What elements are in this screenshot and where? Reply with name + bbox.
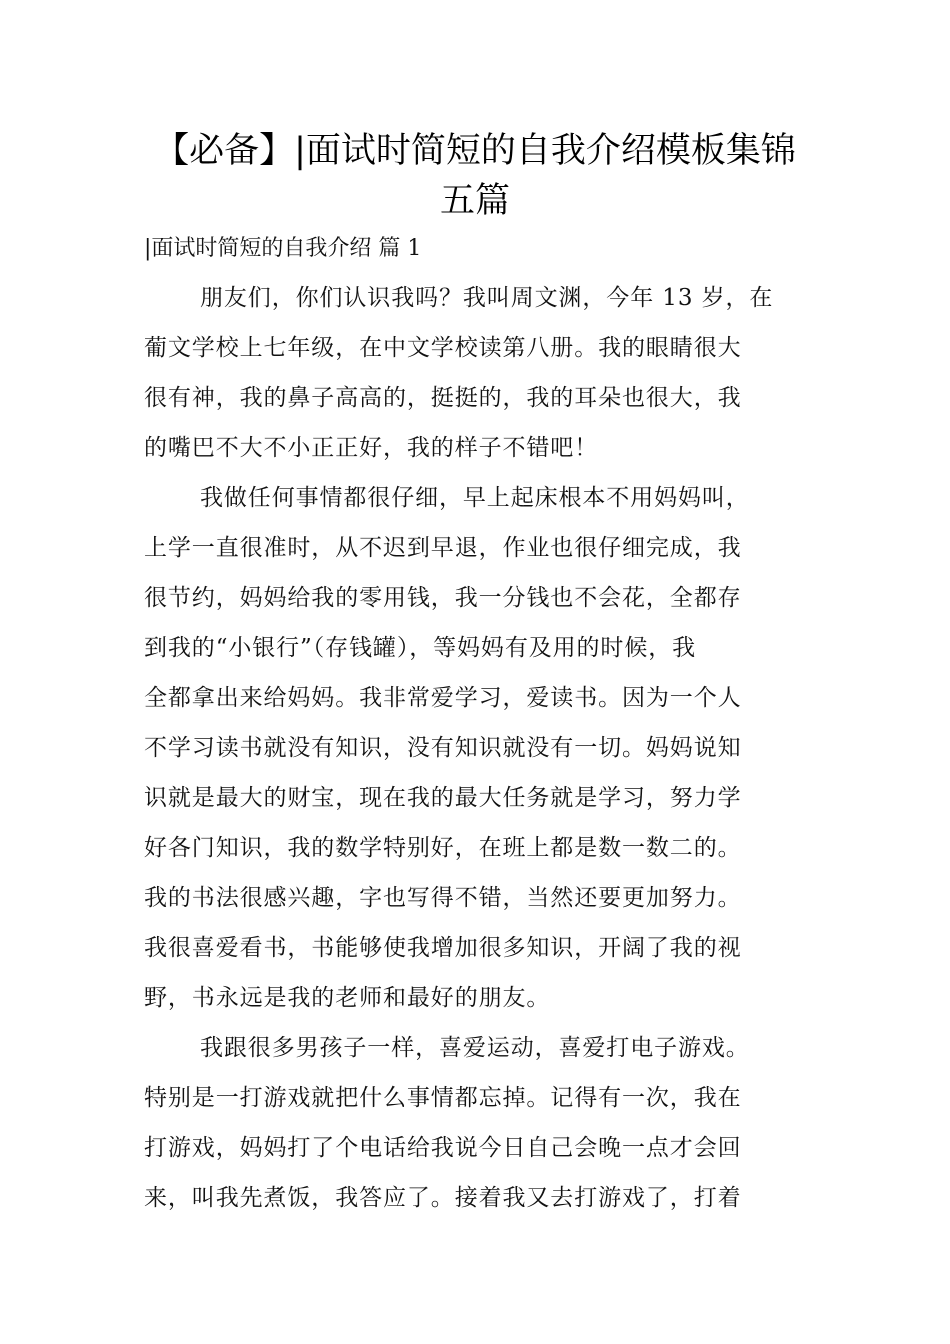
paragraph-line: 葡文学校上七年级，在中文学校读第八册。我的眼睛很大 <box>144 335 742 361</box>
paragraph-line: 上学一直很准时，从不迟到早退，作业也很仔细完成，我 <box>144 535 742 561</box>
document-title-line-2: 五篇 <box>439 181 510 221</box>
document-title-line-1: 【必备】|面试时简短的自我介绍模板集锦 <box>154 131 796 171</box>
paragraph-line: 不学习读书就没有知识，没有知识就没有一切。妈妈说知 <box>144 735 742 761</box>
paragraph-line: 我很喜爱看书，书能够使我增加很多知识，开阔了我的视 <box>144 935 742 961</box>
paragraph-line: 野，书永远是我的老师和最好的朋友。 <box>144 985 551 1011</box>
paragraph-line: 打游戏，妈妈打了个电话给我说今日自己会晚一点才会回 <box>144 1135 742 1161</box>
paragraph-line: 的嘴巴不大不小正正好，我的样子不错吧！ <box>144 435 599 461</box>
paragraph-line: 全都拿出来给妈妈。我非常爱学习，爱读书。因为一个人 <box>144 685 742 711</box>
paragraph-line: 很有神，我的鼻子高高的，挺挺的，我的耳朵也很大，我 <box>144 385 742 411</box>
paragraph-line: 好各门知识，我的数学特别好，在班上都是数一数二的。 <box>144 835 742 861</box>
paragraph-line: 我的书法很感兴趣，字也写得不错，当然还要更加努力。 <box>144 885 742 911</box>
paragraph-line: 来，叫我先煮饭，我答应了。接着我又去打游戏了，打着 <box>144 1185 742 1211</box>
section-heading: |面试时简短的自我介绍 篇 1 <box>144 236 422 261</box>
paragraph-line: 朋友们，你们认识我吗？我叫周文渊，今年 13 岁，在 <box>200 285 774 311</box>
paragraph-line: 我做任何事情都很仔细，早上起床根本不用妈妈叫， <box>200 485 750 511</box>
paragraph-line: 很节约，妈妈给我的零用钱，我一分钱也不会花，全都存 <box>144 585 742 611</box>
paragraph-line: 特别是一打游戏就把什么事情都忘掉。记得有一次，我在 <box>144 1085 742 1111</box>
paragraph-line: 我跟很多男孩子一样，喜爱运动，喜爱打电子游戏。 <box>200 1035 750 1061</box>
paragraph-line: 到我的“小银行”（存钱罐），等妈妈有及用的时候，我 <box>144 635 697 661</box>
paragraph-line: 识就是最大的财宝，现在我的最大任务就是学习，努力学 <box>144 785 742 811</box>
